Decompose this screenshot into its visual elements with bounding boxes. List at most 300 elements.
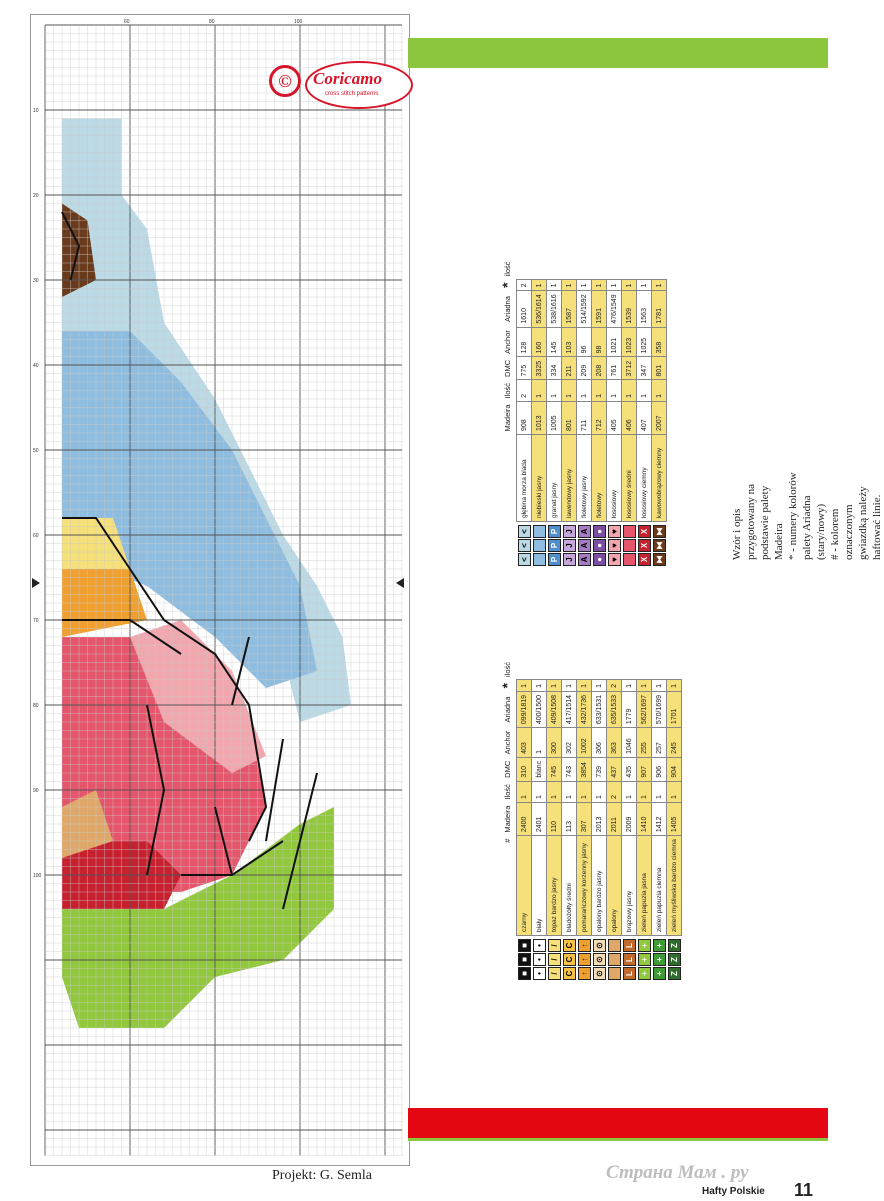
legend-cell-q2: 1 (547, 680, 562, 691)
legend-symbol (562, 936, 577, 983)
legend-cell-q: 1 (547, 781, 562, 802)
legend-cell-name: opalony bardzo jasny (592, 836, 607, 936)
stitch-symbol-icon: + (653, 939, 666, 952)
stitch-symbol-icon: ♥ (608, 553, 621, 566)
legend-cell-dmc: 209 (577, 357, 592, 380)
legend-cell-dmc: 801 (652, 357, 667, 380)
legend-cell-anchor: 1025 (637, 327, 652, 357)
legend-row (577, 258, 592, 568)
legend-cell-dmc: 3325 (532, 357, 547, 380)
legend-cell-madeira: 1405 (667, 803, 682, 836)
legend-cell-anchor: 1 (532, 728, 547, 758)
left-tick-label: 60 (33, 533, 39, 539)
legend-cell-q2: 1 (547, 279, 562, 290)
legend-symbol (667, 936, 682, 983)
legend-row (562, 659, 577, 982)
legend-symbol (607, 936, 622, 983)
legend-cell-name: fioletowy jasny (577, 435, 592, 522)
legend-cell-ariadna: 635/1533 (607, 691, 622, 727)
legend-cell-madeira: 2401 (532, 803, 547, 836)
legend-cell-ariadna: 538/1616 (547, 291, 562, 327)
legend-row (532, 258, 547, 568)
legend-cell-name: brązowy jasny (622, 836, 637, 936)
left-tick-label: 40 (33, 363, 39, 369)
legend-cell-dmc: 761 (607, 357, 622, 380)
legend-cell-madeira: 407 (637, 401, 652, 434)
stitch-symbol-icon: ⊙ (593, 939, 606, 952)
legend-cell-q2: 1 (592, 279, 607, 290)
legend-cell-ariadna: 1539 (622, 291, 637, 327)
legend-cell-q: 1 (652, 380, 667, 401)
left-tick-label: 30 (33, 278, 39, 284)
legend-cell-ariadna: 400/1500 (532, 691, 547, 727)
hash-header: # (502, 838, 512, 843)
stitch-symbol-icon (608, 953, 621, 966)
stitch-symbol-icon: ♥ (608, 539, 621, 552)
logo-text: Coricamo (313, 69, 382, 88)
legend-cell-madeira: 113 (562, 803, 577, 836)
legend-cell-madeira: 1410 (637, 803, 652, 836)
top-tick-label: 80 (209, 19, 215, 25)
center-marker-left-icon (32, 578, 40, 588)
legend-cell-ariadna: 432/1736 (577, 691, 592, 727)
legend-cell-q: 1 (592, 380, 607, 401)
stitch-symbol-icon: C (563, 953, 576, 966)
stitch-symbol-icon: C (563, 967, 576, 980)
legend-cell-q2: 1 (517, 680, 532, 691)
legend-cell-name: łososiowy średni (622, 435, 637, 522)
legend-cell-ariadna: 536/1614 (532, 291, 547, 327)
stitch-symbol-icon: ↑ (578, 967, 591, 980)
left-tick-label: 90 (33, 788, 39, 794)
legend-cell-ariadna: 417/1514 (562, 691, 577, 727)
legend-cell-anchor: 300 (547, 728, 562, 758)
legend-cell-name: łososiowy (607, 435, 622, 522)
madeira-header: Madeira (502, 805, 512, 833)
legend-cell-dmc: 435 (622, 757, 637, 781)
legend-row (652, 659, 667, 982)
legend-cell-madeira: 801 (562, 401, 577, 434)
legend-cell-ariadna: 1779 (622, 691, 637, 727)
legend-symbol (637, 936, 652, 983)
stitch-symbol-icon: ● (593, 539, 606, 552)
coricamo-logo (269, 59, 414, 111)
legend-cell-anchor: 128 (517, 327, 532, 357)
stitch-symbol-icon: J (563, 539, 576, 552)
stitch-symbol-icon: X (638, 553, 651, 566)
legend-symbol (517, 936, 532, 983)
stitch-symbol-icon: • (533, 967, 546, 980)
dmc-header: DMC (502, 359, 512, 377)
legend-cell-dmc: blanc (532, 757, 547, 781)
legend-cell-q2: 1 (577, 680, 592, 691)
legend-cell-q: 1 (622, 380, 637, 401)
legend-cell-anchor: 103 (562, 327, 577, 357)
stitch-symbol-icon: ■ (518, 967, 531, 980)
stitch-symbol-icon: + (653, 953, 666, 966)
legend-right-table (498, 258, 667, 568)
stitch-symbol-icon (623, 553, 636, 566)
legend-cell-q2: 1 (532, 680, 547, 691)
stitch-symbol-icon: X (638, 525, 651, 538)
legend-cell-madeira: 110 (547, 803, 562, 836)
legend-row (547, 659, 562, 982)
stitch-symbol-icon: L (623, 953, 636, 966)
legend-cell-dmc: 745 (547, 757, 562, 781)
legend-cell-ariadna: 562/1697 (637, 691, 652, 727)
legend-cell-dmc: 3712 (622, 357, 637, 380)
legend-cell-anchor: 366 (592, 728, 607, 758)
legend-cell-anchor: 403 (517, 728, 532, 758)
legend-symbol (652, 522, 667, 569)
left-tick-label: 80 (33, 703, 39, 709)
legend-symbol (652, 936, 667, 983)
legend-row (607, 659, 622, 982)
stitch-symbol-icon: + (638, 939, 651, 952)
legend-row (652, 258, 667, 568)
left-tick-label: 10 (33, 108, 39, 114)
pattern-grid (31, 15, 409, 1165)
top-tick-label: 60 (124, 19, 130, 25)
anchor-header: Anchor (502, 730, 512, 755)
legend-symbol (547, 522, 562, 569)
legend-row (592, 659, 607, 982)
legend-row (667, 659, 682, 982)
legend-symbol (592, 936, 607, 983)
legend-cell-anchor: 257 (652, 728, 667, 758)
legend-row (607, 258, 622, 568)
stitch-symbol-icon: ● (593, 525, 606, 538)
legend-row (577, 659, 592, 982)
legend-row (532, 659, 547, 982)
ilosc2-header: ilość (502, 661, 512, 677)
stitch-symbol-icon: ⧓ (653, 553, 666, 566)
stitch-symbol-icon: / (548, 953, 561, 966)
legend-cell-madeira: 2009 (622, 803, 637, 836)
legend-cell-q: 2 (607, 781, 622, 802)
legend-cell-madeira: 2007 (652, 401, 667, 434)
stitch-symbol-icon: + (638, 953, 651, 966)
stitch-symbol-icon: A (578, 553, 591, 566)
magazine-name: Hafty Polskie (702, 1186, 765, 1197)
legend-cell-q: 1 (547, 380, 562, 401)
ilosc-header: Ilość (502, 382, 512, 399)
legend-cell-madeira: 1005 (547, 401, 562, 434)
ariadna-header: Ariadna (502, 696, 512, 723)
stitch-symbol-icon: P (548, 539, 561, 552)
stitch-symbol-icon: A (578, 539, 591, 552)
cross-stitch-chart (30, 14, 410, 1166)
legend-cell-anchor: 1021 (607, 327, 622, 357)
stitch-symbol-icon: ↑ (578, 939, 591, 952)
legend-row (622, 258, 637, 568)
legend-symbol (577, 522, 592, 569)
legend-row (592, 258, 607, 568)
legend-cell-anchor: 363 (607, 728, 622, 758)
stitch-symbol-icon: / (548, 967, 561, 980)
project-credit: Projekt: G. Semla (272, 1168, 372, 1183)
watermark: Страна Мам . ру (606, 1162, 749, 1183)
legend-cell-anchor: 255 (637, 728, 652, 758)
stitch-symbol-icon (608, 939, 621, 952)
legend-row (562, 258, 577, 568)
legend-cell-q2: 1 (667, 680, 682, 691)
left-tick-label: 70 (33, 618, 39, 624)
legend-cell-q2: 1 (607, 279, 622, 290)
legend-cell-madeira: 2400 (517, 803, 532, 836)
legend-cell-ariadna: 1563 (637, 291, 652, 327)
legend-cell-ariadna: 514/1592 (577, 291, 592, 327)
legend-cell-dmc: 904 (667, 757, 682, 781)
legend-cell-name: łososiowy ciemny (637, 435, 652, 522)
legend-cell-madeira: 908 (517, 401, 532, 434)
legend-cell-name: pomarańczowy korzenny jasny (577, 836, 592, 936)
legend-cell-q2: 1 (562, 680, 577, 691)
legend-cell-name: zieleń papuzia jasna (637, 836, 652, 936)
legend-row (517, 258, 532, 568)
legend-symbol (637, 522, 652, 569)
legend-cell-q: 1 (637, 380, 652, 401)
legend-cell-dmc: 334 (547, 357, 562, 380)
legend-cell-name: opalony (607, 836, 622, 936)
stitch-symbol-icon: C (563, 939, 576, 952)
legend-symbol (577, 936, 592, 983)
legend-symbol (547, 936, 562, 983)
legend-cell-ariadna: 1610 (517, 291, 532, 327)
legend-symbol (622, 936, 637, 983)
legend-cell-q: 1 (562, 781, 577, 802)
legend-cell-dmc: 743 (562, 757, 577, 781)
legend-cell-q: 1 (517, 781, 532, 802)
legend-row (547, 258, 562, 568)
page-number: 11 (794, 1180, 814, 1200)
left-tick-label: 100 (33, 873, 42, 879)
stitch-symbol-icon: < (518, 539, 531, 552)
stitch-symbol-icon: P (548, 525, 561, 538)
legend-cell-ariadna: 1781 (652, 291, 667, 327)
legend-cell-dmc: 775 (517, 357, 532, 380)
legend-cell-ariadna: 1701 (667, 691, 682, 727)
legend-symbol (592, 522, 607, 569)
legend-cell-q: 1 (577, 781, 592, 802)
legend-cell-q: 1 (592, 781, 607, 802)
stitch-symbol-icon: Z (668, 967, 681, 980)
stitch-symbol-icon (533, 553, 546, 566)
legend-row (622, 659, 637, 982)
madeira-header: Madeira (502, 404, 512, 432)
green-footer-stripe (408, 1138, 828, 1141)
stitch-symbol-icon: / (548, 939, 561, 952)
legend-cell-q2: 2 (517, 279, 532, 290)
legend-cell-madeira: 2013 (592, 803, 607, 836)
star-header: * (499, 682, 515, 689)
stitch-symbol-icon: J (563, 525, 576, 538)
stitch-symbol-icon: ⧓ (653, 525, 666, 538)
legend-cell-name: niebieski jasny (532, 435, 547, 522)
legend-cell-ariadna: 1587 (562, 291, 577, 327)
legend-cell-ariadna: 1591 (592, 291, 607, 327)
legend-cell-q: 1 (622, 781, 637, 802)
legend-row (517, 659, 532, 982)
legend-cell-q: 1 (532, 380, 547, 401)
note-ariadna: * - numery kolorów palety Ariadna (stary/nowy) (787, 472, 827, 560)
legend-cell-anchor: 96 (577, 327, 592, 357)
legend-cell-anchor: 245 (667, 728, 682, 758)
legend-cell-dmc: 208 (592, 357, 607, 380)
note-hash: # - kolorem oznaczonym gwiazdką należy haftować linie. (829, 486, 883, 560)
legend-cell-anchor: 1046 (622, 728, 637, 758)
left-tick-label: 50 (33, 448, 39, 454)
stitch-symbol-icon: P (548, 553, 561, 566)
stitch-symbol-icon: ■ (518, 939, 531, 952)
stitch-symbol-icon: + (653, 967, 666, 980)
legend-cell-name: topaz bardzo jasny (547, 836, 562, 936)
legend-cell-madeira: 712 (592, 401, 607, 434)
green-header-bar (408, 38, 828, 68)
note-madeira: Wzór i opis przygotowany na podstawie palety Madeira (731, 483, 785, 560)
legend-symbol (532, 936, 547, 983)
stitch-symbol-icon: ⊙ (593, 953, 606, 966)
legend-cell-name: czarny (517, 836, 532, 936)
legend-table-right (498, 258, 667, 568)
legend-cell-q: 2 (517, 380, 532, 401)
legend-symbol (622, 522, 637, 569)
dmc-header: DMC (502, 760, 512, 778)
legend-cell-q2: 1 (562, 279, 577, 290)
legend-cell-q: 1 (562, 380, 577, 401)
legend-cell-q2: 1 (592, 680, 607, 691)
legend-table-left (498, 659, 682, 982)
legend-cell-anchor: 145 (547, 327, 562, 357)
ariadna-header: Ariadna (502, 296, 512, 322)
legend-cell-q: 1 (637, 781, 652, 802)
stitch-symbol-icon: < (518, 553, 531, 566)
center-marker-right-icon (396, 578, 404, 588)
stitch-symbol-icon: Z (668, 939, 681, 952)
stitch-symbol-icon: ⊙ (593, 967, 606, 980)
ilosc2-header: ilość (502, 261, 512, 277)
legend-cell-q2: 1 (652, 680, 667, 691)
legend-symbol (562, 522, 577, 569)
legend-cell-q: 1 (532, 781, 547, 802)
legend-cell-q: 1 (667, 781, 682, 802)
legend-cell-dmc: 906 (652, 757, 667, 781)
stitch-symbol-icon (623, 539, 636, 552)
legend-cell-dmc: 3854 (577, 757, 592, 781)
legend-cell-q: 1 (577, 380, 592, 401)
stitch-symbol-icon: ■ (518, 953, 531, 966)
legend-cell-name: biały (532, 836, 547, 936)
legend-cell-q2: 2 (607, 680, 622, 691)
legend-symbol (517, 522, 532, 569)
legend-cell-anchor: 1002 (577, 728, 592, 758)
legend-cell-name: fioletowy (592, 435, 607, 522)
legend-cell-name: lawendowy jasny (562, 435, 577, 522)
legend-cell-anchor: 302 (562, 728, 577, 758)
legend-cell-name: kawowobrązowy ciemny (652, 435, 667, 522)
legend-symbol (532, 522, 547, 569)
legend-symbol (607, 522, 622, 569)
stitch-symbol-icon: ↑ (578, 953, 591, 966)
legend-cell-ariadna: 476/1549 (607, 291, 622, 327)
star-header: * (499, 282, 515, 288)
legend-cell-dmc: 310 (517, 757, 532, 781)
legend-cell-ariadna: 633/1531 (592, 691, 607, 727)
legend-cell-anchor: 358 (652, 327, 667, 357)
stitch-symbol-icon: J (563, 553, 576, 566)
legend-cell-madeira: 2011 (607, 803, 622, 836)
legend-cell-q2: 1 (652, 279, 667, 290)
legend-cell-name: bladożółty średni (562, 836, 577, 936)
stitch-symbol-icon: A (578, 525, 591, 538)
legend-cell-q2: 1 (637, 680, 652, 691)
stitch-symbol-icon (533, 539, 546, 552)
stitch-symbol-icon: X (638, 539, 651, 552)
legend-cell-q2: 1 (637, 279, 652, 290)
legend-left-table (498, 659, 682, 982)
top-tick-label: 100 (294, 19, 303, 25)
legend-cell-madeira: 405 (607, 401, 622, 434)
legend-cell-q2: 1 (532, 279, 547, 290)
stitch-symbol-icon: L (623, 967, 636, 980)
legend-cell-madeira: 1013 (532, 401, 547, 434)
stitch-symbol-icon (608, 967, 621, 980)
stitch-symbol-icon: + (638, 967, 651, 980)
legend-notes (730, 462, 884, 560)
logo-subtitle: cross stitch patterns (325, 91, 379, 97)
legend-cell-madeira: 711 (577, 401, 592, 434)
legend-cell-dmc: 907 (637, 757, 652, 781)
red-footer-bar (408, 1108, 828, 1138)
legend-cell-anchor: 98 (592, 327, 607, 357)
stitch-symbol-icon: ♥ (608, 525, 621, 538)
legend-cell-anchor: 1023 (622, 327, 637, 357)
legend-cell-madeira: 307 (577, 803, 592, 836)
legend-cell-dmc: 347 (637, 357, 652, 380)
stitch-symbol-icon: L (623, 939, 636, 952)
legend-cell-name: zieleń myśliwska bardzo ciemna (667, 836, 682, 936)
stitch-symbol-icon (623, 525, 636, 538)
ilosc-header: Ilość (502, 784, 512, 800)
legend-cell-name: granat jasny (547, 435, 562, 522)
legend-cell-madeira: 406 (622, 401, 637, 434)
legend-cell-dmc: 437 (607, 757, 622, 781)
legend-cell-ariadna: 409/1508 (547, 691, 562, 727)
stitch-symbol-icon: ⧓ (653, 539, 666, 552)
stitch-symbol-icon: • (533, 939, 546, 952)
left-tick-label: 20 (33, 193, 39, 199)
stitch-symbol-icon: ● (593, 553, 606, 566)
legend-cell-anchor: 160 (532, 327, 547, 357)
anchor-header: Anchor (502, 330, 512, 354)
stitch-symbol-icon: < (518, 525, 531, 538)
stitch-symbol-icon: Z (668, 953, 681, 966)
legend-row (637, 659, 652, 982)
legend-cell-dmc: 739 (592, 757, 607, 781)
stitch-symbol-icon: • (533, 953, 546, 966)
legend-cell-dmc: 211 (562, 357, 577, 380)
stitch-symbol-icon (533, 525, 546, 538)
legend-cell-q: 1 (607, 380, 622, 401)
legend-cell-madeira: 1412 (652, 803, 667, 836)
legend-row (637, 258, 652, 568)
legend-cell-q: 1 (652, 781, 667, 802)
legend-cell-q2: 1 (577, 279, 592, 290)
legend-cell-ariadna: 099/1819 (517, 691, 532, 727)
legend-cell-name: zieleń papuzia ciemna (652, 836, 667, 936)
legend-cell-q2: 1 (622, 680, 637, 691)
legend-cell-name: głębina morza blada (517, 435, 532, 522)
